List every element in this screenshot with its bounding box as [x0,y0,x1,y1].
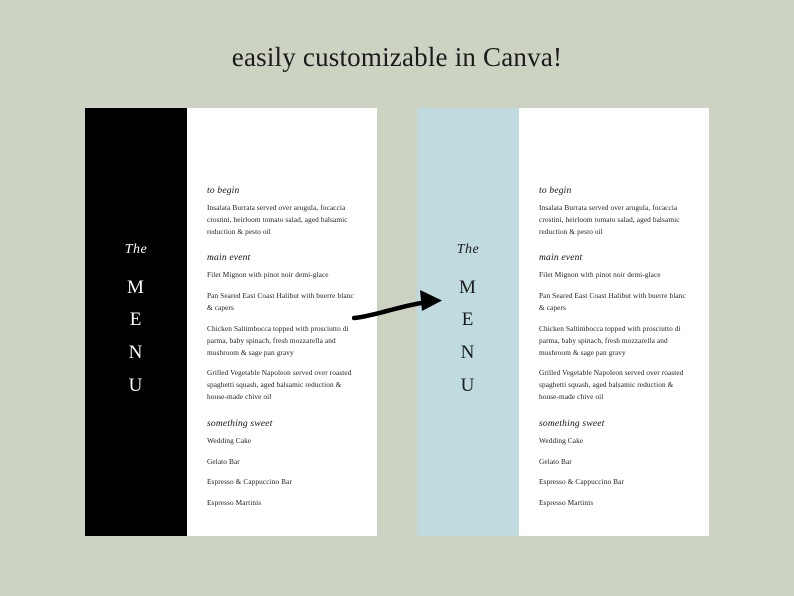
menu-letter-u: U [128,374,144,396]
menu-card-light [417,108,709,536]
menu-item: Chicken Saltimbocca topped with prosciutto di parma, baby spinach, fresh mozzarella and mushroom & sage pan gravy [539,323,681,357]
menu-letter-n: N [460,342,476,363]
menu-card-dark-body [187,108,377,536]
menu-section-title: something sweet [207,418,273,429]
menu-section [539,253,693,402]
menu-word-menu [459,272,477,403]
menu-letter-e: E [129,309,143,331]
menu-section-title: main event [539,253,583,264]
menu-item: Grilled Vegetable Napoleon served over roasted spaghetti squash, aged balsamic reduction & house-made chive oil [539,368,684,401]
menu-section [207,419,361,509]
menu-section-title: something sweet [539,418,605,429]
menu-item: Espresso Martinis [207,498,262,508]
menu-item: Gelato Bar [539,456,572,466]
menu-word-menu [127,272,145,403]
menu-section [207,186,361,237]
menu-item: Espresso Martinis [539,498,594,508]
menu-card-dark [85,108,377,536]
menu-letter-m: M [459,276,477,298]
menu-section-title: main event [207,253,251,264]
menu-card-dark-sidebar [85,108,187,536]
menu-item: Wedding Cake [207,435,252,445]
menu-item: Filet Mignon with pinot noir demi-glace [539,270,661,280]
menu-item: Filet Mignon with pinot noir demi-glace [207,270,329,280]
menu-item: Grilled Vegetable Napoleon served over roasted spaghetti squash, aged balsamic reduction & house-made chive oil [207,368,352,401]
menu-card-light-body [519,108,709,536]
menu-item: Wedding Cake [539,435,584,445]
menu-section-title: to begin [539,186,572,196]
menu-item: Pan Seared East Coast Halibut with buerre blanc & capers [207,291,354,313]
menu-item: Gelato Bar [207,456,240,466]
menu-word-the: The [456,241,480,257]
menu-item: Pan Seared East Coast Halibut with buerre blanc & capers [539,291,686,313]
menu-letter-e: E [461,309,475,331]
menu-letter-m: M [127,276,145,298]
menu-letter-u: U [460,374,476,396]
menu-section-title: to begin [207,186,240,196]
page-title: easily customizable in Canva! [231,42,563,72]
menu-item: Insalata Burrata served over arugula, focaccia crostini, heirloom tomato salad, aged balsamic reduction & pesto oil [207,203,348,236]
menu-item: Espresso & Cappuccino Bar [207,477,292,487]
menu-item: Espresso & Cappuccino Bar [539,477,624,487]
menu-section [539,186,693,237]
menu-word-the: The [124,241,148,257]
menu-section [207,253,361,402]
menu-card-light-sidebar [417,108,519,536]
menu-section [539,419,693,509]
arrow-right-icon [352,282,452,322]
menu-item: Chicken Saltimbocca topped with prosciutto di parma, baby spinach, fresh mozzarella and mushroom & sage pan gravy [207,323,349,357]
menu-item: Insalata Burrata served over arugula, focaccia crostini, heirloom tomato salad, aged balsamic reduction & pesto oil [539,203,680,236]
menu-letter-n: N [128,342,144,363]
